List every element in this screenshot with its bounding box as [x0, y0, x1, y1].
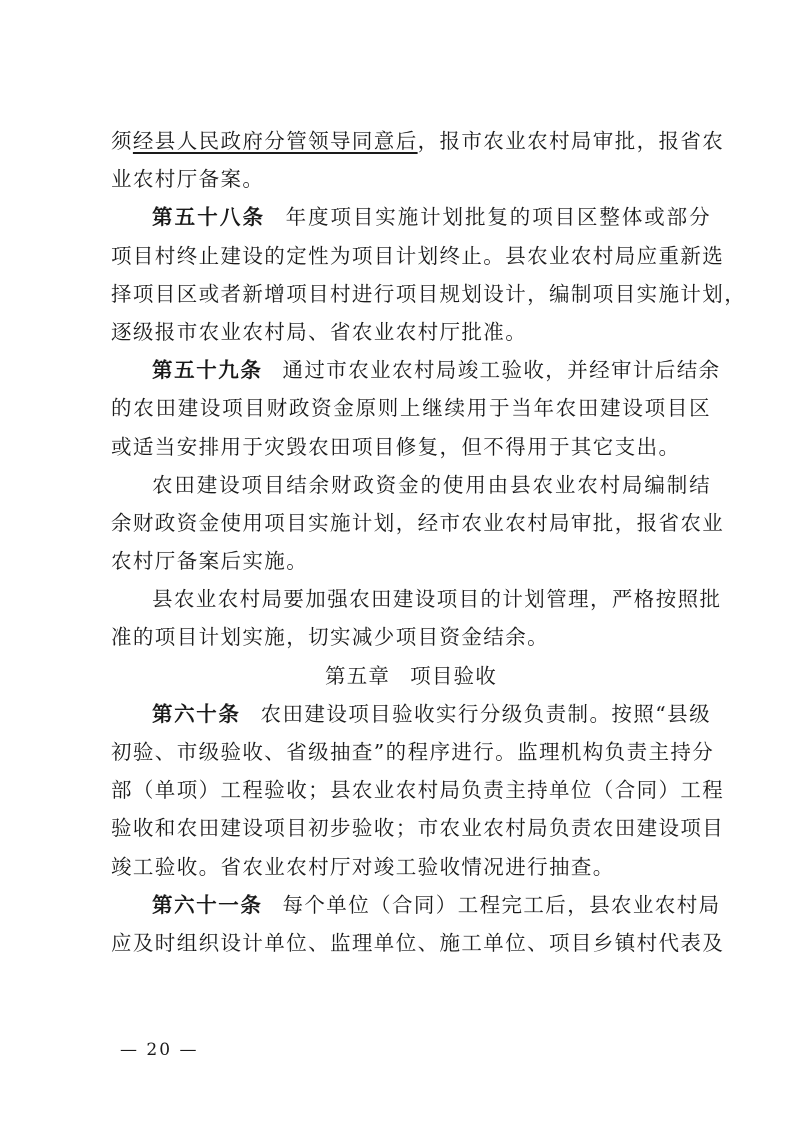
chapter-title: 项目验收 — [410, 663, 497, 688]
underlined-text: 经县人民政府分管领导同意后 — [132, 129, 418, 153]
text-line: 的农田建设项目财政资金原则上继续用于当年农田建设项目区 — [111, 396, 711, 421]
text-run: 年度项目实施计划批复的项目区整体或部分 — [285, 205, 712, 230]
article-heading: 第五十九条 — [152, 358, 263, 383]
text-line: 择项目区或者新增项目村进行项目规划设计，编制项目实施计划， — [111, 281, 747, 306]
article-61-line — [111, 886, 721, 924]
article-60-line — [111, 695, 711, 733]
article-heading: 第六十条 — [152, 701, 241, 726]
text-line: 准的项目计划实施，切实减少项目资金结余。 — [111, 625, 549, 650]
body-text — [111, 122, 747, 962]
text-run: 每个单位（合同）工程完工后，县农业农村局 — [282, 892, 721, 917]
text-line: 竣工验收。省农业农村厅对竣工验收情况进行抽查。 — [111, 854, 615, 879]
article-heading: 第六十一条 — [152, 892, 263, 917]
article-59-line — [111, 351, 721, 389]
chapter-number: 第五章 — [325, 663, 391, 688]
text-line: 或适当安排用于灾毁农田项目修复，但不得用于其它支出。 — [111, 434, 681, 459]
text-line: 初验、市级验收、省级抽查”的程序进行。监理机构负责主持分 — [111, 740, 715, 764]
text-line: 逐级报市农业农村局、省农业农村厅批准。 — [111, 319, 528, 344]
text-line: 农村厅备案后实施。 — [111, 549, 309, 574]
text-line: 余财政资金使用项目实施计划，经市农业农村局审批，报省农业 — [111, 510, 725, 535]
text-line: 县农业农村局要加强农田建设项目的计划管理，严格按照批 — [152, 587, 722, 612]
text-line: 项目村终止建设的定性为项目计划终止。县农业农村局应重新选 — [111, 243, 725, 268]
text-run: ，报市农业农村局审批，报省农 — [417, 129, 725, 153]
text-run: 须 — [111, 129, 133, 153]
text-run: 农田建设项目验收实行分级负责制。按照“县级 — [260, 701, 711, 726]
text-line: 应及时组织设计单位、监理单位、施工单位、项目乡镇村代表及 — [111, 930, 725, 955]
text-run: 通过市农业农村局竣工验收，并经审计后结余 — [282, 358, 721, 383]
text-line: 业农村厅备案。 — [111, 167, 265, 192]
text-line: 验收和农田建设项目初步验收；市农业农村局负责农田建设项目 — [111, 816, 725, 841]
text-line: 部（单项）工程验收；县农业农村局负责主持单位（合同）工程 — [111, 778, 725, 803]
page-number: — 20 — — [120, 1040, 199, 1060]
article-heading: 第五十八条 — [152, 205, 266, 230]
article-58-line — [111, 198, 711, 236]
text-line — [111, 122, 725, 160]
chapter-heading — [111, 657, 711, 695]
text-line: 农田建设项目结余财政资金的使用由县农业农村局编制结 — [152, 472, 711, 497]
